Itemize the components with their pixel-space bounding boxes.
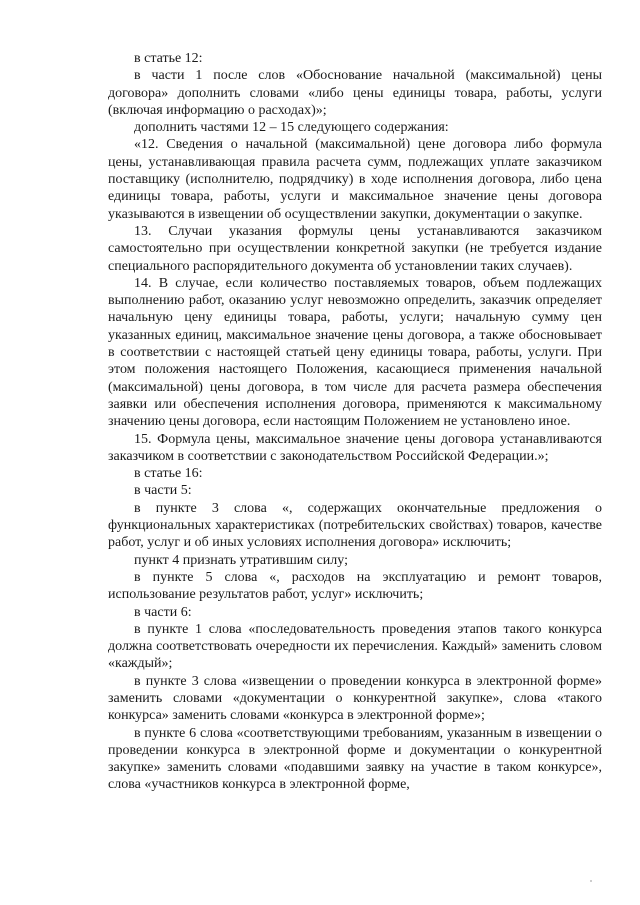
paragraph-point-5: в пункте 5 слова «, расходов на эксплуатацию и ремонт товаров, использование результатов работ, услуг» исключить;	[108, 569, 602, 603]
paragraph-item-12: «12. Сведения о начальной (максимальной) цене договора либо формула цены, устанавливающая правила расчета сумм, подлежащих уплате заказчиком поставщику (исполнителю, подрядчику) в ходе исполнения договора, либо цена единицы товара, работы, услуги и максимальное значение цены договора указываются в извещении об осуществлении закупки, документации о закупке.	[108, 137, 602, 222]
paragraph-point-4: пункт 4 признать утратившим силу;	[134, 552, 348, 568]
paragraph-part-6: в части 6:	[134, 604, 192, 620]
paragraph-point-3: в пункте 3 слова «, содержащих окончательные предложения о функциональных характеристиках (потребительских свойствах) товаров, качестве работ, услуг и об иных условиях исполнения договора» исключить;	[108, 500, 602, 551]
paragraph-part6-point-6: в пункте 6 слова «соответствующими требованиям, указанным в извещении о проведении конкурса в электронной форме и документации о конкурентной закупке» заменить словами «подавшими заявку на участие в таком конкурсе», слова «участников конкурса в электронной форме,	[108, 725, 602, 793]
document-page	[108, 50, 602, 794]
paragraph-add-parts: дополнить частями 12 – 15 следующего содержания:	[134, 120, 449, 136]
paragraph-part6-point-3: в пункте 3 слова «извещении о проведении конкурса в электронной форме» заменить словами «документации о конкурентной закупке», слова «такого конкурса» заменить словами «конкурса в электронной форме»;	[108, 673, 602, 724]
paragraph-item-13: 13. Случаи указания формулы цены устанавливаются заказчиком самостоятельно при осуществлении конкретной закупки (не требуется издание специального распорядительного документа об установлении таких случаев).	[108, 223, 602, 274]
paragraph-item-14: 14. В случае, если количество поставляемых товаров, объем подлежащих выполнению работ, оказанию услуг невозможно определить, заказчик определяет начальную цену единицы товара, работы, услуги; начальную сумму цен указанных единиц, максимальное значение цены договора, а также обосновывает в соответствии с настоящей статьей цену единицы товара, работы, услуги. При этом положения настоящего Положения, касающиеся применения начальной (максимальной) цены договора, в том числе для расчета размера обеспечения заявки или обеспечения исполнения договора, применяются к максимальному значению цены договора, если настоящим Положением не установлено иное.	[108, 275, 602, 430]
paragraph-part-5: в части 5:	[134, 483, 192, 499]
paragraph-article-12: в статье 12:	[134, 51, 203, 66]
paragraph-article-16: в статье 16:	[134, 466, 203, 482]
paragraph-item-15: 15. Формула цены, максимальное значение цены договора устанавливаются заказчиком в соответствии с законодательством Российской Федерации.»;	[108, 431, 602, 464]
scan-speck	[590, 880, 592, 882]
paragraph-part6-point-1: в пункте 1 слова «последовательность проведения этапов такого конкурса должна соответствовать очередности их перечисления. Каждый» заменить словом «каждый»;	[108, 621, 602, 672]
paragraph-part-1: в части 1 после слов «Обоснование начальной (максимальной) цены договора» дополнить словами «либо цены единицы товара, работы, услуги (включая информацию о расходах)»;	[108, 68, 602, 118]
